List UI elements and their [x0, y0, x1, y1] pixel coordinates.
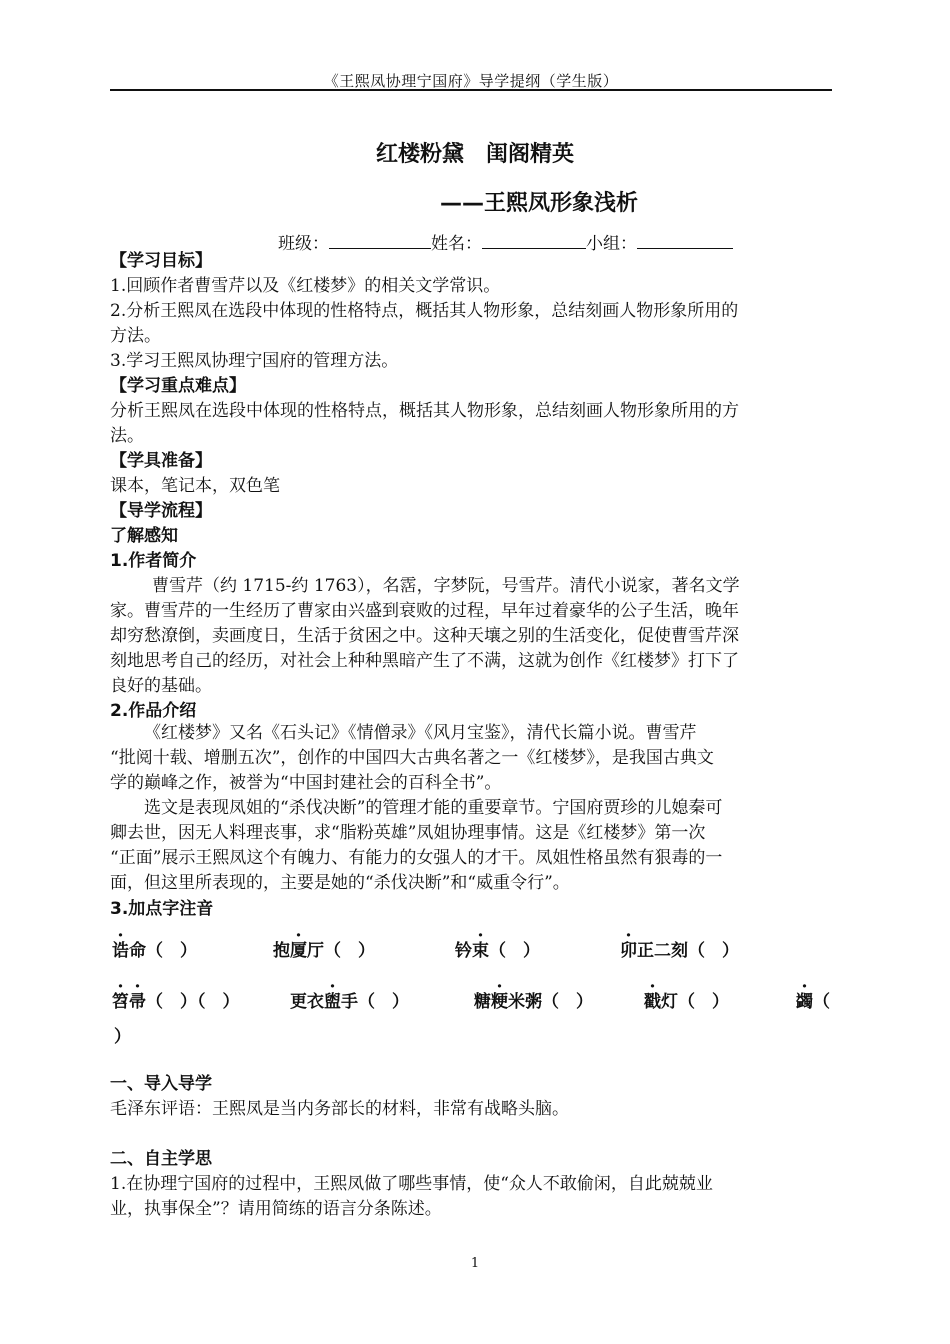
work-line: 选文是表现凤姐的“杀伐决断”的管理才能的重要章节。宁国府贾珍的儿媳秦可 — [144, 798, 723, 818]
goals-heading: 【学习目标】 — [110, 251, 212, 271]
pinyin-item[interactable]: 诰命（ ） — [112, 941, 197, 961]
work-line: “批阅十载、增删五次”，创作的中国四大古典名著之一《红楼梦》，是我国古典文 — [110, 748, 714, 768]
name-label: 姓名： — [431, 234, 482, 254]
author-heading: 1.作者简介 — [110, 551, 197, 571]
section1-line: 毛泽东评语：王熙凤是当内务部长的材料，非常有战略头脑。 — [110, 1099, 569, 1119]
pinyin-item[interactable]: 糖粳米粥（ ） — [474, 992, 593, 1012]
section1-heading: 一、导入导学 — [110, 1074, 212, 1094]
goals-line: 方法。 — [110, 326, 161, 346]
document-subtitle: ——王熙凤形象浅析 — [440, 191, 639, 216]
work-line: 面，但这里所表现的，主要是她的“杀伐决断”和“威重令行”。 — [110, 873, 570, 893]
document-title: 红楼粉黛 闺阁精英 — [375, 142, 574, 167]
pinyin-item[interactable]: 抱厦厅（ ） — [273, 941, 375, 961]
name-blank[interactable] — [482, 232, 586, 249]
process-heading: 【导学流程】 — [110, 501, 212, 521]
work-line: “正面”展示王熙凤这个有魄力、有能力的女强人的才干。凤姐性格虽然有狠毒的一 — [110, 848, 723, 868]
pinyin-item[interactable]: 戳灯（ ） — [644, 992, 729, 1012]
pinyin-item[interactable]: 钤束（ ） — [455, 941, 540, 961]
class-label: 班级： — [278, 234, 329, 254]
tools-heading: 【学具准备】 — [110, 451, 212, 471]
key-line: 分析王熙凤在选段中体现的性格特点，概括其人物形象，总结刻画人物形象所用的方 — [110, 401, 739, 421]
pinyin-item[interactable]: 卯正二刻（ ） — [620, 941, 739, 961]
work-line: 学的巅峰之作，被誉为“中国封建社会的百科全书”。 — [110, 773, 502, 793]
group-label: 小组： — [586, 234, 637, 254]
page-number: 1 — [470, 1256, 480, 1271]
author-line: 却穷愁潦倒，卖画度日，生活于贫困之中。这种天壤之别的生活变化，促使曹雪芹深 — [110, 626, 739, 646]
pinyin-item[interactable]: 蠲（ — [796, 992, 830, 1012]
pinyin-item[interactable]: 笤帚（ ）（ ） — [112, 992, 240, 1012]
section2-line: 业，执事保全”？请用简练的语言分条陈述。 — [110, 1199, 442, 1219]
class-blank[interactable] — [329, 232, 431, 249]
pinyin-item-continued: ） — [114, 1027, 131, 1047]
key-line: 法。 — [110, 426, 144, 446]
goals-line: 2.分析王熙凤在选段中体现的性格特点，概括其人物形象，总结刻画人物形象所用的 — [110, 301, 739, 321]
work-line: 卿去世，因无人料理丧事，求“脂粉英雄”凤姐协理事情。这是《红楼梦》第一次 — [110, 823, 706, 843]
group-blank[interactable] — [637, 232, 733, 249]
goals-line: 3.学习王熙凤协理宁国府的管理方法。 — [110, 351, 399, 371]
author-line: 良好的基础。 — [110, 676, 212, 696]
author-line: 曹雪芹（约 1715-约 1763），名霑，字梦阮，号雪芹。清代小说家，著名文学 — [152, 576, 740, 596]
header-rule — [110, 89, 832, 91]
author-line: 刻地思考自己的经历，对社会上种种黑暗产生了不满，这就为创作《红楼梦》打下了 — [110, 651, 739, 671]
author-line: 家。曹雪芹的一生经历了曹家由兴盛到衰败的过程，早年过着豪华的公子生活，晚年 — [110, 601, 739, 621]
work-heading: 2.作品介绍 — [110, 701, 197, 721]
goals-line: 1.回顾作者曹雪芹以及《红楼梦》的相关文学常识。 — [110, 276, 501, 296]
page-header: 《王熙凤协理宁国府》导学提纲（学生版） — [323, 72, 619, 90]
process-subheading: 了解感知 — [110, 526, 178, 546]
key-heading: 【学习重点难点】 — [110, 376, 246, 396]
tools-line: 课本，笔记本，双色笔 — [110, 476, 280, 496]
section2-line: 1.在协理宁国府的过程中，王熙凤做了哪些事情，使“众人不敢偷闲，自此兢兢业 — [110, 1174, 713, 1194]
section2-heading: 二、自主学思 — [110, 1149, 212, 1169]
pinyin-heading: 3.加点字注音 — [110, 899, 214, 919]
work-line: 《红楼梦》又名《石头记》《情僧录》《风月宝鉴》，清代长篇小说。曹雪芹 — [144, 723, 697, 743]
pinyin-item[interactable]: 更衣盥手（ ） — [290, 992, 409, 1012]
